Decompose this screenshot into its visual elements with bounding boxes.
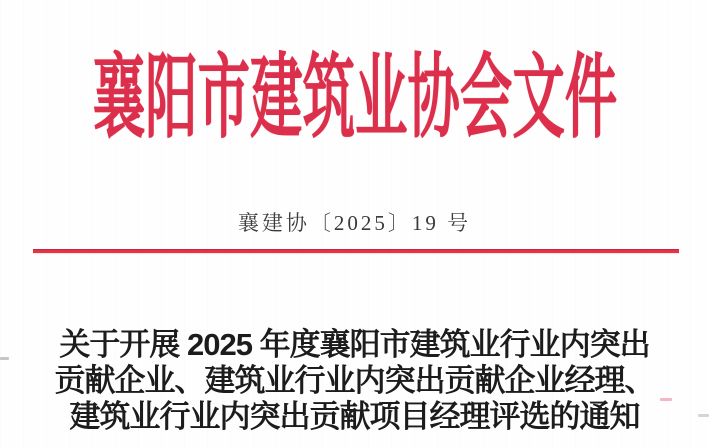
org-title-text: 襄阳市建筑业协会文件	[92, 47, 617, 149]
subject-title-line-1: 关于开展 2025 年度襄阳市建筑业行业内突出	[59, 327, 650, 362]
scan-artifact	[660, 398, 672, 401]
subject-title-line-2: 贡献企业、建筑业行业内突出贡献企业经理、	[54, 363, 655, 398]
org-title-banner	[0, 42, 709, 154]
subject-title-line-3: 建筑业行业内突出贡献项目经理评选的通知	[69, 399, 640, 434]
subject-title	[0, 327, 709, 435]
doc-number: 襄建协〔2025〕19 号	[237, 211, 472, 235]
red-divider-rule	[33, 249, 679, 253]
scan-artifact	[0, 357, 9, 360]
scan-artifact	[698, 414, 709, 417]
